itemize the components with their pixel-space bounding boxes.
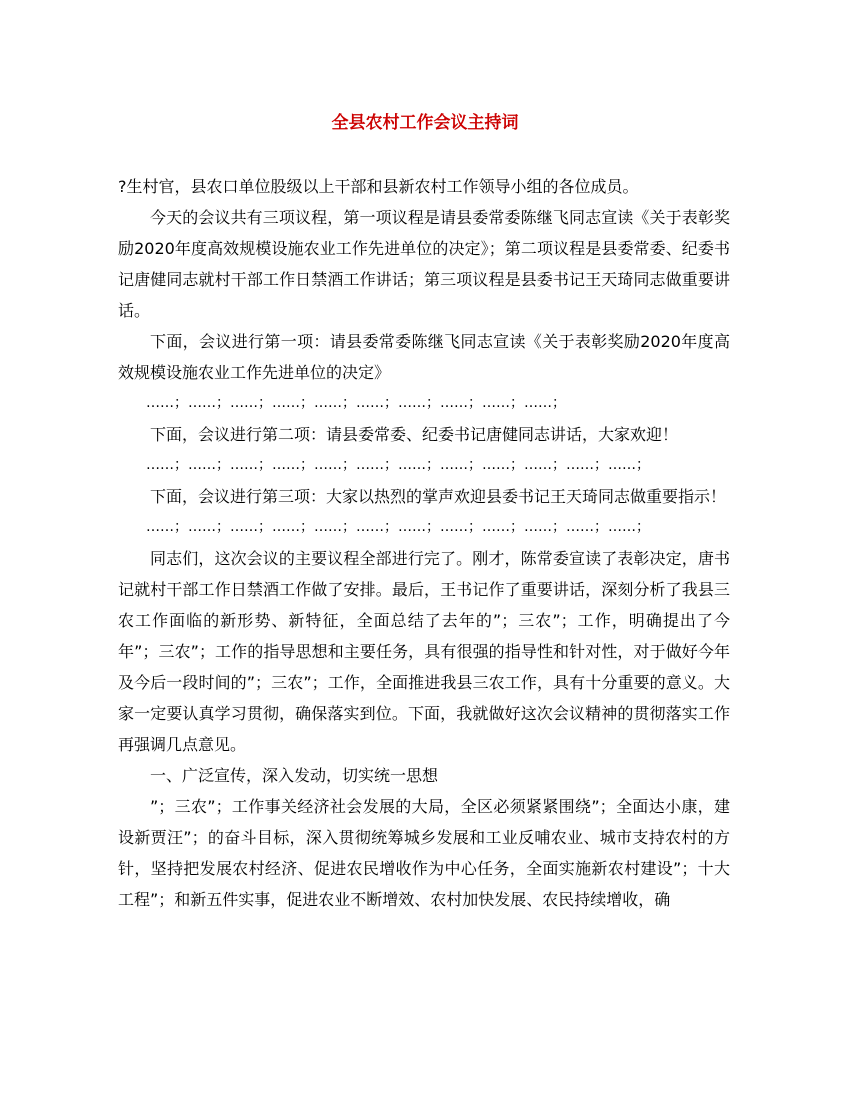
ellipsis-line-two: ……；……；……；……；……；……；……；……；……；……；……；……； — [146, 457, 650, 473]
item-two-paragraph: 下面，会议进行第二项：请县委常委、纪委书记唐健同志讲话，大家欢迎！ — [150, 425, 679, 444]
item-three-paragraph: 下面，会议进行第三项：大家以热烈的掌声欢迎县委书记王天琦同志做重要指示！ — [150, 487, 727, 506]
agenda-paragraph: 今天的会议共有三项议程，第一项议程是请县委常委陈继飞同志宣读《关于表彰奖励2020年度高效规模设施农业工作先进单位的决定》；第二项议程是县委常委、纪委书记唐健同志就村干部工作日禁酒工作讲话；第三项议程是县委书记王天琦同志做重要讲话。 — [118, 208, 730, 320]
item-one-paragraph: 下面，会议进行第一项：请县委常委陈继飞同志宣读《关于表彰奖励2020年度高效规模设施农业工作先进单位的决定》 — [118, 332, 730, 382]
section-heading-one: 一、广泛宣传，深入发动，切实统一思想 — [150, 766, 439, 785]
ellipsis-line-three: ……；……；……；……；……；……；……；……；……；……；……；……； — [146, 519, 650, 535]
section-one-paragraph: ”；三农”；工作事关经济社会发展的大局，全区必须紧紧围绕”；全面达小康，建设新贾汪”；的奋斗目标，深入贯彻统筹城乡发展和工业反哺农业、城市支持农村的方针，坚持把发展农村经济、促进农民增收作为中心任务，全面实施新农村建设”；十大工程”；和新五件实事，促进农业不断增效、农村加快发展、农民持续增收，确 — [118, 797, 730, 909]
greeting-paragraph: ?生村官，县农口单位股级以上干部和县新农村工作领导小组的各位成员。 — [118, 177, 639, 196]
document-title: 全县农村工作会议主持词 — [331, 113, 519, 133]
ellipsis-line-one: ……；……；……；……；……；……；……；……；……；……； — [146, 395, 566, 411]
document-body — [118, 171, 730, 915]
summary-paragraph: 同志们，这次会议的主要议程全部进行完了。刚才，陈常委宣读了表彰决定，唐书记就村干部工作日禁酒工作做了安排。最后，王书记作了重要讲话，深刻分析了我县三农工作面临的新形势、新特征，全面总结了去年的”；三农”；工作，明确提出了今年”；三农”；工作的指导思想和主要任务，具有很强的指导性和针对性，对于做好今年及今后一段时间的”；三农”；工作，全面推进我县三农工作，具有十分重要的意义。大家一定要认真学习贯彻，确保落实到位。下面，我就做好这次会议精神的贯彻落实工作再强调几点意见。 — [118, 549, 730, 754]
